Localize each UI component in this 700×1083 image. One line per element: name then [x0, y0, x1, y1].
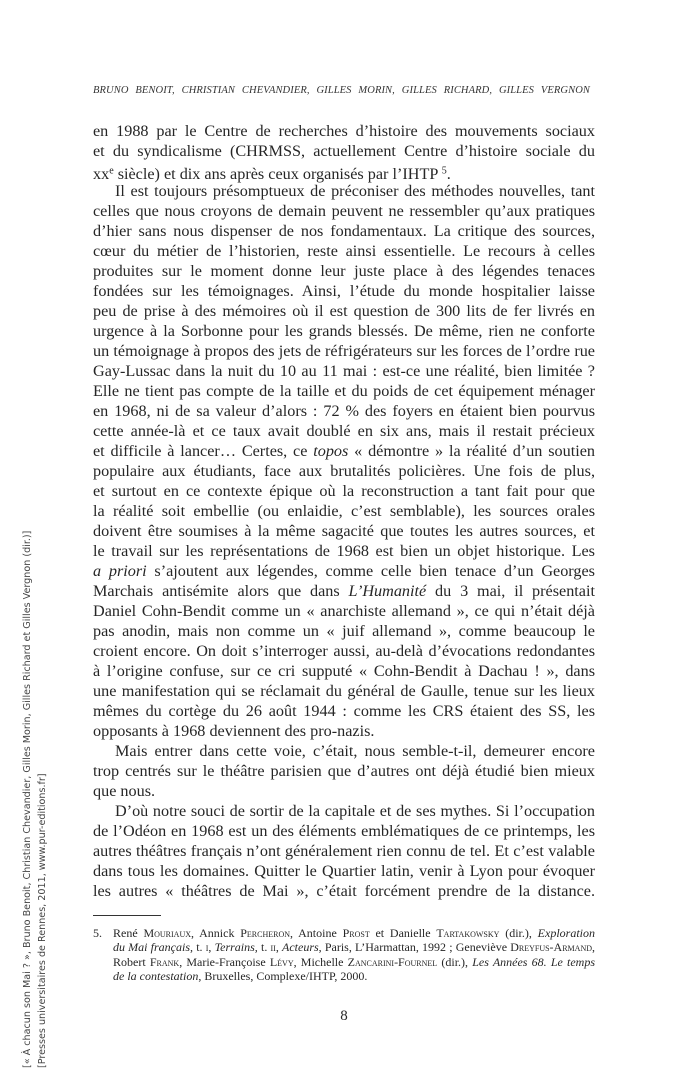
text-line: [93, 801, 595, 821]
small-caps-name: Tartakowsky: [436, 926, 500, 940]
line-content: [93, 202, 595, 220]
text-line: [93, 441, 595, 461]
italic-text: de la contestation: [113, 969, 199, 984]
footnote-line: [93, 940, 595, 954]
text-line: [93, 701, 595, 721]
small-caps-name: Frank: [149, 954, 180, 969]
text-run: et difficile à lancer… Certes, ce: [93, 442, 314, 460]
text-run: René: [113, 926, 144, 940]
text-line: [93, 661, 595, 681]
text-run: en 1988 par le Centre de recherches d’histoire des mouvements sociaux: [93, 122, 595, 140]
line-content: [115, 182, 595, 200]
text-run: et du syndicalisme (CHRMSS, actuellement Centre d’histoire sociale du: [93, 142, 595, 160]
text-run: ,: [275, 940, 283, 955]
text-line: [93, 621, 595, 641]
line-content: [93, 362, 595, 380]
line-content: [93, 522, 595, 540]
text-run: s’ajoutent aux légendes, comme celle bien tenace d’un Georges: [146, 562, 595, 580]
text-line: [93, 301, 595, 321]
line-content: [93, 442, 595, 460]
text-line: [93, 861, 595, 881]
superscript: e: [109, 165, 114, 176]
text-run: Mais entrer dans cette voie, c’était, nous semble-t-il, demeurer encore: [115, 742, 595, 760]
text-run: et surtout en ce contexte épique où la reconstruction a tant fait pour que: [93, 482, 595, 500]
side-credit-line: [Presses universitaires de Rennes, 2011, www.pur-editions.fr]: [37, 773, 48, 1068]
text-run: Il est toujours présomptueux de préconiser des méthodes nouvelles, tant: [115, 182, 595, 200]
text-line: [93, 501, 595, 521]
text-run: Elle ne tient pas compte de la taille et du poids de cet équipement ménager: [93, 382, 595, 400]
text-run: de l’Odéon en 1968 est un des éléments emblématiques de ce printemps, les: [93, 822, 595, 840]
small-caps-name: i: [205, 940, 209, 955]
line-content: [93, 422, 595, 440]
text-line: [93, 381, 595, 401]
small-caps-name: Lévy: [269, 954, 294, 969]
line-content: [93, 782, 155, 800]
text-run: et Danielle: [369, 926, 437, 940]
text-line: [93, 221, 595, 241]
text-line: [93, 341, 595, 361]
line-content: [93, 282, 595, 300]
italic-text: Les Années 68. Le temps: [472, 954, 595, 969]
text-run: produites sur le moment donne leur juste place à des légendes tenaces: [93, 262, 595, 280]
line-content: [93, 242, 595, 260]
line-content: [93, 542, 595, 560]
text-run: un témoignage à propos des jets de réfrigérateurs sur les forces de l’ordre rue: [93, 342, 595, 360]
text-run: ,: [208, 940, 215, 955]
line-content: [93, 562, 595, 580]
line-content: [93, 662, 595, 680]
text-run: D’où notre souci de sortir de la capitale et de ses mythes. Si l’occupation: [115, 802, 595, 820]
line-content: [93, 402, 595, 420]
text-run: , Antoine: [290, 926, 343, 940]
line-content: [93, 702, 595, 720]
text-line: [93, 281, 595, 301]
italic-text: Terrains,: [214, 940, 258, 955]
text-line: [93, 361, 595, 381]
small-caps-name: Mouriaux: [143, 926, 191, 940]
text-run: les autres « théâtres de Mai », c’était forcément prendre de la distance.: [93, 882, 595, 900]
line-content: [113, 926, 595, 940]
line-content: [93, 862, 595, 880]
footnote-separator: [93, 915, 161, 916]
line-content: [93, 722, 374, 740]
line-content: [93, 602, 595, 620]
italic-text: topos: [313, 442, 349, 460]
text-run: cœur du métier de l’historien, reste ainsi essentielle. Le recours à celles: [93, 242, 595, 260]
line-content: [93, 682, 595, 700]
italic-text: Exploration: [537, 926, 595, 940]
text-run: .: [446, 164, 451, 183]
text-line: [93, 841, 595, 861]
line-content: [115, 802, 595, 820]
footnote-number: 5.: [93, 926, 102, 940]
line-content: [93, 382, 595, 400]
text-line: [93, 421, 595, 441]
body-text: [93, 121, 595, 901]
line-content: [93, 302, 595, 320]
line-content: [93, 142, 595, 160]
text-line: [93, 401, 595, 421]
running-head: [93, 85, 590, 96]
text-run: cette année-là et ce taux avait doublé en six ans, mais il restait précieux: [93, 422, 595, 440]
text-run: fondées sur les témoignages. Ainsi, l’étude du monde hospitalier laisse: [93, 282, 595, 300]
line-content: [93, 642, 595, 660]
text-run: t.: [257, 940, 271, 955]
text-run: , Annick: [191, 926, 241, 940]
text-run: celles que nous croyons de demain peuvent ne ressembler qu’aux pratiques: [93, 202, 595, 220]
text-run: le travail sur les représentations de 1968 est bien un objet historique. Les: [93, 542, 595, 560]
text-line: [93, 881, 595, 901]
text-run: , Michelle: [293, 954, 348, 969]
line-content: [93, 842, 595, 860]
text-run: t.: [193, 940, 206, 955]
line-content: [93, 262, 595, 280]
footnotes: [93, 926, 595, 984]
line-content: [93, 482, 595, 500]
text-line: [93, 461, 595, 481]
text-line: [93, 241, 595, 261]
text-line: [93, 821, 595, 841]
text-run: urgence à la Sorbonne pour les grands blessés. De même, rien ne conforte: [93, 322, 595, 340]
footnote-line: [93, 969, 595, 983]
line-content: [93, 462, 595, 480]
text-run: doivent être soumises à la même sagacité que toutes les autres sources, et: [93, 522, 595, 540]
line-content: [93, 822, 595, 840]
text-line: [93, 601, 595, 621]
footnote-line: [93, 926, 595, 940]
text-run: Gay-Lussac dans la nuit du 10 au 11 mai : est-ce une réalité, bien limitée ?: [93, 362, 595, 380]
text-line: [93, 721, 595, 741]
page-number: 8: [340, 1008, 348, 1024]
text-run: Robert: [113, 954, 150, 969]
italic-text: L’Humanité: [348, 582, 427, 600]
text-line: [93, 581, 595, 601]
line-content: [93, 322, 595, 340]
text-run: Marchais antisémite alors que dans: [93, 582, 349, 600]
small-caps-name: Zancarini-Fournel: [347, 954, 438, 969]
text-line: [93, 761, 595, 781]
text-run: (dir.),: [437, 954, 473, 969]
text-line: [93, 641, 595, 661]
text-run: en 1968, ni de sa valeur d’alors : 72 % des foyers en étaient bien pourvus: [93, 402, 595, 420]
line-content: [93, 165, 451, 183]
line-content: [93, 222, 595, 240]
text-run: à l’origine confuse, sur ce cri supputé « Cohn-Bendit à Dachau ! », dans: [93, 662, 595, 680]
italic-text: a priori: [93, 562, 147, 580]
text-run: Daniel Cohn-Bendit comme un « anarchiste allemand », ce qui n’était déjà: [93, 602, 595, 620]
text-run: (dir.),: [499, 926, 538, 940]
text-line: [93, 561, 595, 581]
text-line: [93, 261, 595, 281]
text-run: , Bruxelles, Complexe/IHTP, 2000.: [198, 969, 368, 984]
small-caps-name: Percheron: [240, 926, 291, 940]
italic-text: Acteurs: [282, 940, 319, 955]
line-content: [93, 582, 595, 600]
text-run: mêmes du cortège du 26 août 1944 : comme les CRS étaient des SS, les: [93, 702, 595, 720]
text-run: xx: [93, 164, 110, 183]
small-caps-name: ii: [270, 940, 276, 955]
text-line: [93, 121, 595, 141]
small-caps-name: Prost: [342, 926, 370, 940]
running-head-text: BRUNO BENOIT, CHRISTIAN CHEVANDIER, GILLES MORIN, GILLES RICHARD, GILLES VERGNON: [93, 85, 590, 96]
text-run: une manifestation qui se réclamait du général de Gaulle, tenue sur les lieux: [93, 682, 595, 700]
text-line: [93, 181, 595, 201]
text-line: [93, 521, 595, 541]
text-run: siècle) et dix ans après ceux organisés par l’IHTP: [113, 164, 442, 183]
line-content: [93, 502, 595, 520]
line-content: [113, 955, 595, 969]
text-run: d’hier sans nous dispenser de nos fondamentaux. La critique des sources,: [93, 222, 595, 240]
text-line: [93, 781, 595, 801]
text-run: peu de prise à des mémoires où il est question de 300 lits de fer livrés en: [93, 302, 595, 320]
text-line: [93, 541, 595, 561]
text-line: [93, 141, 595, 161]
line-content: [113, 969, 367, 983]
text-run: croient encore. On doit s’interroger aussi, au-delà d’évocations redondantes: [93, 642, 595, 660]
text-line: [93, 481, 595, 501]
line-content: [113, 940, 595, 954]
line-content: [93, 622, 595, 640]
small-caps-name: Dreyfus-Armand: [510, 940, 593, 955]
text-run: opposants à 1968 deviennent des pro-nazis.: [93, 722, 375, 740]
line-content: [93, 882, 595, 900]
text-run: que nous.: [93, 782, 156, 800]
text-line: [93, 681, 595, 701]
text-run: la réalité soit embellie (ou enlaidie, c’est semblable), les sources orales: [93, 502, 595, 520]
text-line: [93, 161, 595, 181]
line-content: [93, 762, 595, 780]
text-run: « démontre » la réalité d’un soutien: [348, 442, 595, 460]
text-run: autres théâtres français n’ont généralement rien connu de tel. Et c’est valable: [93, 842, 595, 860]
text-line: [93, 201, 595, 221]
text-run: pas anodin, mais non comme un « juif allemand », comme beaucoup le: [93, 622, 595, 640]
line-content: [93, 122, 595, 140]
line-content: [115, 742, 595, 760]
italic-text: du Mai français,: [113, 940, 194, 955]
text-run: trop centrés sur le théâtre parisien que d’autres ont déjà étudié bien mieux: [93, 762, 595, 780]
text-run: , Paris, L’Harmattan, 1992 ; Geneviève: [318, 940, 511, 955]
text-line: [93, 321, 595, 341]
text-run: , Marie-Françoise: [179, 954, 270, 969]
text-run: du 3 mai, il présentait: [426, 582, 595, 600]
text-line: [93, 741, 595, 761]
side-credit: [20, 531, 50, 1068]
line-content: [93, 342, 595, 360]
text-run: populaire aux étudiants, face aux brutalités policières. Une fois de plus,: [93, 462, 595, 480]
text-run: ,: [592, 940, 596, 955]
superscript: 5: [441, 165, 447, 176]
footnote-line: [93, 955, 595, 969]
text-run: dans tous les domaines. Quitter le Quartier latin, venir à Lyon pour évoquer: [93, 862, 595, 880]
side-credit-line: [« À chacun son Mai ? », Bruno Benoit, Christian Chevandier, Gilles Morin, Gilles Richard et Gilles Vergnon (dir.)]: [22, 530, 33, 1068]
